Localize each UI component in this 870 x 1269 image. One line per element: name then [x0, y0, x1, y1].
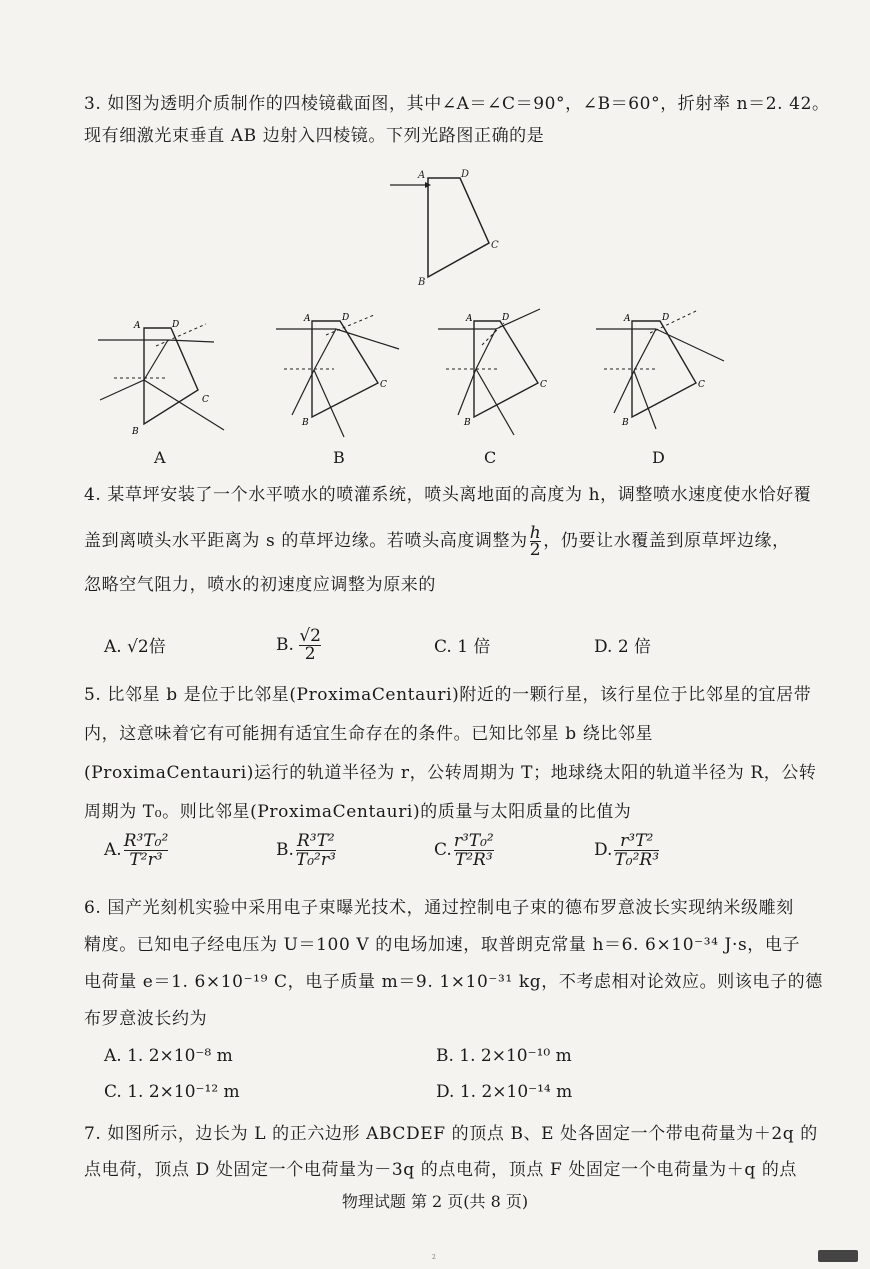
svg-text:B: B: [622, 418, 629, 428]
choice-label-b: B: [333, 448, 345, 467]
q4-line-2: 盖到离喷头水平距离为 s 的草坪边缘。若喷头高度调整为 $\frac{h}{2}$ ，仍要让水覆盖到原草坪边缘，: [84, 523, 790, 560]
svg-text:A: A: [134, 321, 141, 331]
page-mark: 2: [432, 1254, 436, 1261]
svg-text:A: A: [466, 314, 473, 324]
vertex-label-b: B: [418, 277, 426, 288]
q3-line-2: 现有细激光束垂直 AB 边射入四棱镜。下列光路图正确的是: [84, 126, 545, 146]
vertex-label-c: C: [491, 240, 499, 251]
choice-label-a: A: [154, 448, 166, 467]
q4-option-a: A. √2倍: [104, 637, 166, 657]
prism-figure: [385, 165, 515, 295]
q7-line-1: 7. 如图所示，边长为 L 的正六边形 ABCDEF 的顶点 B、E 处各固定一个带电荷量为＋2q 的: [84, 1124, 818, 1144]
q5-option-a: A. $\frac{\text{R³T₀²}}{\text{T²r³}}$: [104, 831, 169, 870]
q5-option-d: D. $\frac{\text{r³T²}}{\text{T₀²R³}}$: [594, 831, 660, 870]
q4-option-d: D. 2 倍: [594, 637, 652, 657]
svg-text:B: B: [464, 418, 471, 428]
svg-text:B: B: [302, 418, 309, 428]
q5-option-b: B. $\frac{\text{R³T²}}{\text{T₀²r³}}$: [276, 831, 336, 870]
question-4: [84, 478, 812, 602]
page-footer: 物理试题 第 2 页(共 8 页): [341, 1192, 529, 1211]
question-3: [84, 88, 830, 152]
q6-option-b: B. 1. 2×10⁻¹⁰ m: [436, 1046, 572, 1066]
q6-option-d: D. 1. 2×10⁻¹⁴ m: [436, 1082, 573, 1102]
svg-text:C: C: [540, 380, 547, 390]
q5-option-c: C. $\frac{\text{r³T₀²}}{\text{T²R³}}$: [434, 831, 494, 870]
q4-line-3: 忽略空气阻力，喷水的初速度应调整为原来的: [84, 575, 436, 595]
svg-text:B: B: [132, 427, 139, 437]
q6-line-2: 精度。已知电子经电压为 U＝100 V 的电场加速，取普朗克常量 h＝6. 6×10⁻³⁴ J·s，电子: [84, 935, 801, 955]
choice-diagram-b: [274, 305, 409, 440]
svg-text:D: D: [342, 313, 350, 323]
question-6: [84, 890, 823, 1038]
choice-diagram-d: [594, 305, 729, 440]
choice-label-c: C: [484, 448, 497, 467]
q4-line-1: 4. 某草坪安装了一个水平喷水的喷灌系统，喷头离地面的高度为 h，调整喷水速度使水恰好覆: [84, 485, 812, 505]
svg-text:D: D: [502, 313, 510, 323]
q3-line-1: 3. 如图为透明介质制作的四棱镜截面图，其中∠A＝∠C＝90°，∠B＝60°，折射率 n＝2. 42。: [84, 94, 830, 114]
svg-text:C: C: [380, 380, 387, 390]
q6-option-c: C. 1. 2×10⁻¹² m: [104, 1082, 240, 1102]
q5-line-2: 内，这意味着它有可能拥有适宜生命存在的条件。已知比邻星 b 绕比邻星: [84, 724, 654, 744]
vertex-label-d: D: [461, 169, 470, 180]
q6-line-3: 电荷量 e＝1. 6×10⁻¹⁹ C，电子质量 m＝9. 1×10⁻³¹ kg，不考虑相对论效应。则该电子的德: [84, 972, 823, 992]
svg-text:C: C: [698, 380, 705, 390]
choice-label-d: D: [652, 448, 665, 467]
fraction-h-over-2: $\frac{h}{2}$: [529, 523, 542, 560]
q7-line-2: 点电荷，顶点 D 处固定一个电荷量为－3q 的点电荷，顶点 F 处固定一个电荷量为＋q 的点: [84, 1160, 798, 1180]
svg-text:A: A: [624, 314, 631, 324]
q4-option-c: C. 1 倍: [434, 637, 491, 657]
q5-line-3: (ProximaCentauri)运行的轨道半径为 r，公转周期为 T；地球绕太阳的轨道半径为 R，公转: [84, 763, 817, 783]
svg-text:D: D: [172, 320, 180, 330]
q6-line-1: 6. 国产光刻机实验中采用电子束曝光技术，通过控制电子束的德布罗意波长实现纳米级雕刻: [84, 898, 794, 918]
q4-option-b: B. $\frac{√2}{2}$: [276, 626, 321, 664]
choice-diagram-c: [434, 305, 569, 440]
vertex-label-a: A: [418, 170, 426, 181]
watermark-logo: [818, 1250, 858, 1262]
svg-text:D: D: [662, 313, 670, 323]
q5-line-4: 周期为 T₀。则比邻星(ProximaCentauri)的质量与太阳质量的比值为: [84, 802, 632, 822]
q6-line-4: 布罗意波长约为: [84, 1009, 208, 1029]
q6-option-a: A. 1. 2×10⁻⁸ m: [104, 1046, 233, 1066]
question-5: [84, 676, 817, 832]
svg-text:C: C: [202, 395, 209, 405]
question-7: [84, 1116, 818, 1188]
choice-diagram-a: [96, 312, 231, 440]
svg-text:A: A: [304, 314, 311, 324]
q5-line-1: 5. 比邻星 b 是位于比邻星(ProximaCentauri)附近的一颗行星，该行星位于比邻星的宜居带: [84, 685, 812, 705]
